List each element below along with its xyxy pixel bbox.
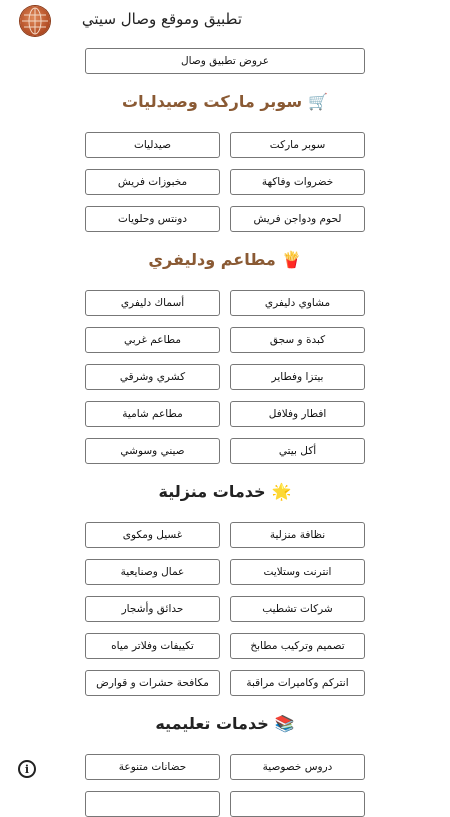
app-header (0, 0, 450, 44)
category-button[interactable]: دروس خصوصية (230, 754, 365, 780)
section-title-text: خدمات تعليميه (155, 714, 269, 733)
globe-icon[interactable] (20, 6, 50, 36)
category-button[interactable]: صيدليات (85, 132, 220, 158)
category-button[interactable]: انترنت وستلايت (230, 559, 365, 585)
section-title-restaurants (0, 250, 450, 269)
category-button[interactable]: أكل بيتي (230, 438, 365, 464)
category-button[interactable]: صيني وسوشي (85, 438, 220, 464)
category-button[interactable]: مخبوزات فريش (85, 169, 220, 195)
info-icon[interactable]: i (18, 760, 36, 778)
category-button[interactable]: مطاعم غربي (85, 327, 220, 353)
category-button[interactable]: لحوم ودواجن فريش (230, 206, 365, 232)
app-title: تطبيق وموقع وصال سيتي (81, 10, 242, 28)
books-icon: 📚 (274, 714, 295, 733)
category-button[interactable]: عمال وصنايعية (85, 559, 220, 585)
star-icon: 🌟 (271, 482, 292, 501)
category-button[interactable]: مشاوي دليفري (230, 290, 365, 316)
category-button-partial[interactable] (230, 791, 365, 817)
category-button[interactable]: غسيل ومكوى (85, 522, 220, 548)
category-button[interactable]: انتركم وكاميرات مراقبة (230, 670, 365, 696)
category-button[interactable]: شركات تشطيب (230, 596, 365, 622)
category-button[interactable]: خضروات وفاكهة (230, 169, 365, 195)
category-button[interactable]: حدائق وأشجار (85, 596, 220, 622)
category-button[interactable]: مكافحة حشرات و قوارض (85, 670, 220, 696)
section-title-text: مطاعم ودليفري (148, 250, 276, 269)
offers-button[interactable]: عروض تطبيق وصال (85, 48, 365, 74)
category-button[interactable]: حضانات متنوعة (85, 754, 220, 780)
cart-icon: 🛒 (308, 92, 328, 111)
category-button[interactable]: مطاعم شامية (85, 401, 220, 427)
section-title-home-services (0, 482, 450, 501)
category-button[interactable]: دونتس وحلويات (85, 206, 220, 232)
category-button[interactable]: افطار وفلافل (230, 401, 365, 427)
category-button[interactable]: بيتزا وفطاير (230, 364, 365, 390)
section-title-supermarket (0, 92, 450, 111)
section-title-text: سوبر ماركت وصيدليات (122, 92, 303, 111)
category-button[interactable]: تصميم وتركيب مطابخ (230, 633, 365, 659)
section-title-education (0, 714, 450, 733)
section-title-text: خدمات منزلية (158, 482, 266, 501)
category-button[interactable]: نظافة منزلية (230, 522, 365, 548)
category-button[interactable]: أسماك دليفري (85, 290, 220, 316)
category-button[interactable]: تكييفات وفلاتر مياه (85, 633, 220, 659)
category-button-partial[interactable] (85, 791, 220, 817)
category-button[interactable]: سوبر ماركت (230, 132, 365, 158)
category-button[interactable]: كبدة و سجق (230, 327, 365, 353)
fries-icon: 🍟 (281, 250, 302, 269)
category-button[interactable]: كشري وشرقي (85, 364, 220, 390)
